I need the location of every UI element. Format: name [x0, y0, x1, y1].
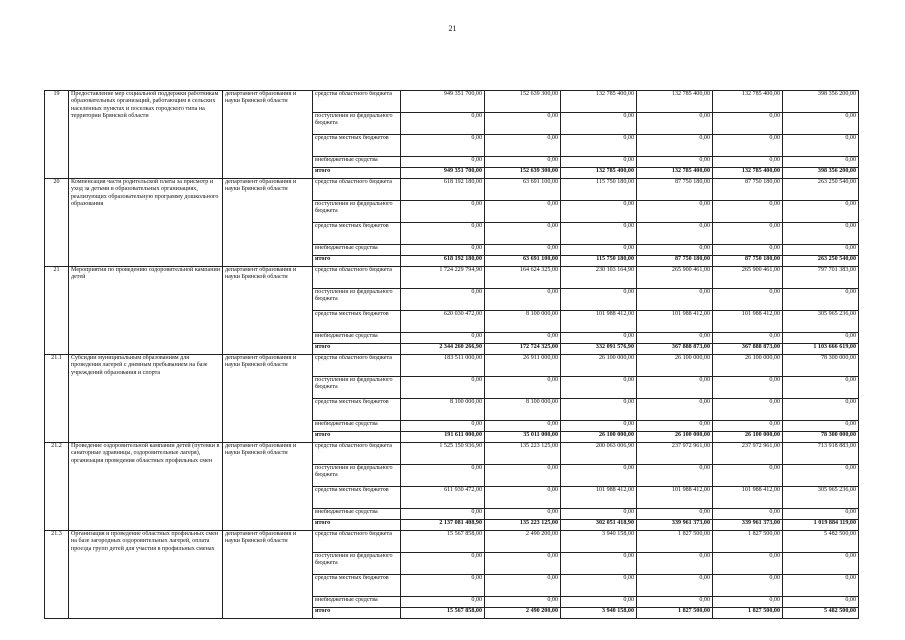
amount-cell: 5 482 500,00 [783, 531, 859, 553]
source-row [45, 355, 859, 377]
amount-cell: 3 940 158,00 [561, 608, 637, 619]
amount-cell: 135 223 125,00 [485, 443, 561, 465]
amount-cell: 0,00 [561, 377, 637, 399]
funding-source: средства областного бюджета [313, 179, 401, 201]
amount-cell: 0,00 [561, 597, 637, 608]
amount-cell: 26 911 000,00 [485, 355, 561, 377]
amount-cell: 0,00 [561, 201, 637, 223]
amount-cell: 63 691 100,00 [485, 256, 561, 267]
amount-cell: 0,00 [713, 421, 783, 432]
amount-cell: 87 750 180,00 [713, 256, 783, 267]
amount-cell: 0,00 [401, 201, 485, 223]
amount-cell: 339 961 373,00 [713, 520, 783, 531]
amount-cell: 26 100 000,00 [637, 432, 713, 443]
funding-source: итого [313, 256, 401, 267]
amount-cell: 8 100 000,00 [485, 311, 561, 333]
amount-cell: 87 750 180,00 [637, 179, 713, 201]
funding-source: средства местных бюджетов [313, 223, 401, 245]
item-name: Мероприятия по проведению оздоровительной кампании детей [69, 267, 223, 355]
responsible-department: департамент образования и науки Брянской области [223, 179, 313, 267]
amount-cell: 0,00 [561, 509, 637, 520]
funding-source: средства местных бюджетов [313, 575, 401, 597]
amount-cell: 0,00 [561, 421, 637, 432]
amount-cell: 15 567 858,00 [401, 608, 485, 619]
amount-cell: 0,00 [783, 157, 859, 168]
item-number: 20 [45, 179, 69, 267]
funding-source: итого [313, 520, 401, 531]
amount-cell: 135 223 125,00 [485, 520, 561, 531]
responsible-department: департамент образования и науки Брянской области [223, 91, 313, 179]
funding-source: итого [313, 608, 401, 619]
funding-source: поступления из федерального бюджета [313, 465, 401, 487]
funding-source: поступления из федерального бюджета [313, 553, 401, 575]
amount-cell: 1 525 150 936,90 [401, 443, 485, 465]
funding-source: средства областного бюджета [313, 91, 401, 113]
amount-cell: 949 351 700,00 [401, 168, 485, 179]
amount-cell: 0,00 [401, 157, 485, 168]
amount-cell: 0,00 [713, 575, 783, 597]
amount-cell: 305 965 236,00 [783, 311, 859, 333]
amount-cell: 26 100 000,00 [561, 355, 637, 377]
amount-cell: 0,00 [485, 553, 561, 575]
amount-cell: 2 490 200,00 [485, 608, 561, 619]
amount-cell: 0,00 [783, 135, 859, 157]
amount-cell: 0,00 [713, 289, 783, 311]
amount-cell: 2 137 081 408,90 [401, 520, 485, 531]
amount-cell: 132 785 400,00 [561, 91, 637, 113]
amount-cell: 0,00 [401, 113, 485, 135]
amount-cell: 0,00 [561, 465, 637, 487]
amount-cell: 0,00 [637, 157, 713, 168]
budget-table [44, 90, 859, 619]
amount-cell: 2 344 260 266,90 [401, 344, 485, 355]
amount-cell: 265 900 461,00 [713, 267, 783, 289]
item-name: Организация и проведение областных профильных смен на базе загородных оздоровительных лагерей, оплата проезда групп детей для участия в профильных сменах [69, 531, 223, 619]
amount-cell: 26 100 000,00 [713, 432, 783, 443]
amount-cell: 15 567 858,00 [401, 531, 485, 553]
amount-cell: 26 100 000,00 [713, 355, 783, 377]
amount-cell: 87 750 180,00 [713, 179, 783, 201]
amount-cell: 0,00 [713, 201, 783, 223]
funding-source: внебюджетные средства [313, 245, 401, 256]
item-number: 21 [45, 267, 69, 355]
amount-cell: 0,00 [485, 487, 561, 509]
amount-cell: 0,00 [401, 333, 485, 344]
funding-source: итого [313, 168, 401, 179]
amount-cell: 8 100 000,00 [485, 399, 561, 421]
amount-cell: 1 827 500,00 [637, 608, 713, 619]
amount-cell: 63 691 100,00 [485, 179, 561, 201]
amount-cell: 0,00 [485, 245, 561, 256]
amount-cell: 0,00 [401, 245, 485, 256]
amount-cell: 132 785 400,00 [637, 168, 713, 179]
amount-cell: 302 051 418,90 [561, 520, 637, 531]
amount-cell: 0,00 [713, 509, 783, 520]
amount-cell: 2 490 200,00 [485, 531, 561, 553]
amount-cell: 237 972 961,00 [713, 443, 783, 465]
amount-cell: 5 482 500,00 [783, 608, 859, 619]
responsible-department: департамент образования и науки Брянской области [223, 267, 313, 355]
amount-cell: 35 011 000,00 [485, 432, 561, 443]
amount-cell: 87 750 180,00 [637, 256, 713, 267]
amount-cell: 0,00 [637, 333, 713, 344]
responsible-department: департамент образования и науки Брянской области [223, 443, 313, 531]
amount-cell: 0,00 [713, 377, 783, 399]
amount-cell: 0,00 [561, 553, 637, 575]
amount-cell: 0,00 [485, 575, 561, 597]
amount-cell: 172 724 325,00 [485, 344, 561, 355]
amount-cell: 0,00 [401, 575, 485, 597]
amount-cell: 132 785 400,00 [713, 91, 783, 113]
amount-cell: 0,00 [561, 157, 637, 168]
amount-cell: 0,00 [637, 575, 713, 597]
item-name: Проведение оздоровительной кампании детей (путевки в санаторные здравницы, оздоровительные лагеря), организация проведения областных профильных смен [69, 443, 223, 531]
amount-cell: 78 300 000,00 [783, 355, 859, 377]
funding-source: итого [313, 344, 401, 355]
amount-cell: 0,00 [783, 399, 859, 421]
amount-cell: 101 988 412,00 [637, 487, 713, 509]
amount-cell: 949 351 700,00 [401, 91, 485, 113]
amount-cell: 183 511 000,00 [401, 355, 485, 377]
amount-cell: 618 192 180,00 [401, 256, 485, 267]
source-row [45, 91, 859, 113]
amount-cell: 0,00 [713, 597, 783, 608]
amount-cell: 0,00 [637, 245, 713, 256]
amount-cell: 0,00 [637, 553, 713, 575]
amount-cell: 0,00 [485, 157, 561, 168]
funding-source: средства областного бюджета [313, 531, 401, 553]
amount-cell: 305 965 236,00 [783, 487, 859, 509]
amount-cell: 8 100 000,00 [401, 399, 485, 421]
amount-cell: 620 030 472,00 [401, 311, 485, 333]
page-number: 21 [448, 24, 457, 33]
amount-cell: 0,00 [783, 201, 859, 223]
amount-cell: 0,00 [783, 553, 859, 575]
amount-cell: 0,00 [401, 289, 485, 311]
amount-cell: 0,00 [401, 377, 485, 399]
amount-cell: 132 785 400,00 [637, 91, 713, 113]
amount-cell: 0,00 [637, 399, 713, 421]
amount-cell: 0,00 [713, 333, 783, 344]
amount-cell: 115 750 180,00 [561, 256, 637, 267]
amount-cell: 0,00 [713, 399, 783, 421]
amount-cell: 0,00 [401, 421, 485, 432]
amount-cell: 0,00 [637, 289, 713, 311]
amount-cell: 191 611 000,00 [401, 432, 485, 443]
budget-table-body [45, 91, 859, 619]
amount-cell: 1 827 500,00 [713, 531, 783, 553]
funding-source: внебюджетные средства [313, 333, 401, 344]
amount-cell: 1 724 229 794,90 [401, 267, 485, 289]
amount-cell: 0,00 [485, 465, 561, 487]
amount-cell: 0,00 [485, 223, 561, 245]
source-row [45, 531, 859, 553]
amount-cell: 0,00 [485, 377, 561, 399]
source-row [45, 443, 859, 465]
amount-cell: 339 961 373,00 [637, 520, 713, 531]
source-row [45, 267, 859, 289]
amount-cell: 132 785 400,00 [561, 168, 637, 179]
amount-cell: 0,00 [783, 113, 859, 135]
amount-cell: 0,00 [401, 509, 485, 520]
amount-cell: 265 900 461,00 [637, 267, 713, 289]
amount-cell: 0,00 [713, 157, 783, 168]
amount-cell: 0,00 [561, 399, 637, 421]
amount-cell: 332 091 576,90 [561, 344, 637, 355]
funding-source: поступления из федерального бюджета [313, 201, 401, 223]
amount-cell: 611 930 472,00 [401, 487, 485, 509]
funding-source: поступления из федерального бюджета [313, 113, 401, 135]
amount-cell: 263 250 540,00 [783, 256, 859, 267]
amount-cell: 101 988 412,00 [637, 311, 713, 333]
amount-cell: 0,00 [713, 223, 783, 245]
source-row [45, 179, 859, 201]
amount-cell: 367 888 873,00 [713, 344, 783, 355]
amount-cell: 0,00 [485, 135, 561, 157]
amount-cell: 0,00 [783, 597, 859, 608]
budget-table-container [44, 90, 859, 619]
amount-cell: 26 100 000,00 [561, 432, 637, 443]
amount-cell: 0,00 [637, 597, 713, 608]
funding-source: внебюджетные средства [313, 509, 401, 520]
amount-cell: 0,00 [561, 575, 637, 597]
amount-cell: 618 192 180,00 [401, 179, 485, 201]
amount-cell: 0,00 [637, 509, 713, 520]
funding-source: средства областного бюджета [313, 443, 401, 465]
amount-cell: 0,00 [713, 135, 783, 157]
funding-source: средства областного бюджета [313, 267, 401, 289]
funding-source: средства местных бюджетов [313, 399, 401, 421]
amount-cell: 0,00 [637, 113, 713, 135]
amount-cell: 0,00 [783, 289, 859, 311]
amount-cell: 78 300 000,00 [783, 432, 859, 443]
amount-cell: 0,00 [637, 201, 713, 223]
amount-cell: 398 356 200,00 [783, 168, 859, 179]
responsible-department: департамент образования и науки Брянской области [223, 355, 313, 443]
amount-cell: 0,00 [485, 421, 561, 432]
amount-cell: 26 100 000,00 [637, 355, 713, 377]
amount-cell: 101 988 412,00 [713, 311, 783, 333]
amount-cell: 0,00 [783, 377, 859, 399]
responsible-department: департамент образования и науки Брянской области [223, 531, 313, 619]
amount-cell: 0,00 [561, 113, 637, 135]
amount-cell: 1 827 500,00 [637, 531, 713, 553]
amount-cell: 230 103 164,90 [561, 267, 637, 289]
amount-cell: 3 940 158,00 [561, 531, 637, 553]
funding-source: внебюджетные средства [313, 157, 401, 168]
amount-cell: 152 639 300,00 [485, 168, 561, 179]
amount-cell: 367 888 873,00 [637, 344, 713, 355]
amount-cell: 0,00 [637, 223, 713, 245]
amount-cell: 0,00 [401, 465, 485, 487]
amount-cell: 0,00 [485, 201, 561, 223]
amount-cell: 0,00 [561, 245, 637, 256]
amount-cell: 101 988 412,00 [561, 487, 637, 509]
amount-cell: 1 019 884 119,00 [783, 520, 859, 531]
amount-cell: 263 250 540,00 [783, 179, 859, 201]
amount-cell: 0,00 [401, 135, 485, 157]
amount-cell: 0,00 [783, 575, 859, 597]
amount-cell: 0,00 [637, 421, 713, 432]
amount-cell: 713 918 883,00 [783, 443, 859, 465]
amount-cell: 0,00 [713, 553, 783, 575]
funding-source: средства местных бюджетов [313, 487, 401, 509]
funding-source: внебюджетные средства [313, 597, 401, 608]
funding-source: поступления из федерального бюджета [313, 377, 401, 399]
amount-cell: 0,00 [561, 333, 637, 344]
funding-source: средства местных бюджетов [313, 135, 401, 157]
amount-cell: 0,00 [561, 289, 637, 311]
amount-cell: 0,00 [783, 333, 859, 344]
funding-source: внебюджетные средства [313, 421, 401, 432]
amount-cell: 0,00 [637, 135, 713, 157]
item-number: 21.1 [45, 355, 69, 443]
amount-cell: 398 356 200,00 [783, 91, 859, 113]
amount-cell: 0,00 [485, 509, 561, 520]
amount-cell: 1 103 666 619,00 [783, 344, 859, 355]
amount-cell: 0,00 [401, 223, 485, 245]
amount-cell: 797 701 383,00 [783, 267, 859, 289]
item-number: 21.3 [45, 531, 69, 619]
amount-cell: 0,00 [713, 245, 783, 256]
amount-cell: 152 639 300,00 [485, 91, 561, 113]
amount-cell: 0,00 [485, 289, 561, 311]
amount-cell: 115 750 180,00 [561, 179, 637, 201]
item-name: Предоставление мер социальной поддержки работникам образовательных организаций, работающим в сельских населенных пунктах и поселках городского типа на территории Брянской области [69, 91, 223, 179]
funding-source: средства областного бюджета [313, 355, 401, 377]
amount-cell: 1 827 500,00 [713, 608, 783, 619]
funding-source: итого [313, 432, 401, 443]
amount-cell: 0,00 [713, 465, 783, 487]
amount-cell: 0,00 [713, 113, 783, 135]
item-number: 21.2 [45, 443, 69, 531]
amount-cell: 0,00 [783, 509, 859, 520]
item-name: Компенсация части родительской платы за присмотр и уход за детьми в образовательных организациях, реализующих образовательную программу дошкольного образования [69, 179, 223, 267]
amount-cell: 164 624 325,00 [485, 267, 561, 289]
amount-cell: 0,00 [485, 113, 561, 135]
amount-cell: 132 785 400,00 [713, 168, 783, 179]
amount-cell: 0,00 [783, 223, 859, 245]
amount-cell: 0,00 [637, 377, 713, 399]
funding-source: средства местных бюджетов [313, 311, 401, 333]
amount-cell: 101 988 412,00 [561, 311, 637, 333]
amount-cell: 0,00 [783, 421, 859, 432]
amount-cell: 101 988 412,00 [713, 487, 783, 509]
amount-cell: 0,00 [783, 465, 859, 487]
amount-cell: 0,00 [401, 597, 485, 608]
amount-cell: 0,00 [561, 223, 637, 245]
amount-cell: 0,00 [485, 333, 561, 344]
amount-cell: 0,00 [485, 597, 561, 608]
amount-cell: 0,00 [783, 245, 859, 256]
item-name: Субсидии муниципальным образованиям для проведения лагерей с дневным пребыванием на базе учреждений образования и спорта [69, 355, 223, 443]
amount-cell: 0,00 [401, 553, 485, 575]
funding-source: поступления из федерального бюджета [313, 289, 401, 311]
item-number: 19 [45, 91, 69, 179]
amount-cell: 200 063 006,90 [561, 443, 637, 465]
amount-cell: 237 972 961,00 [637, 443, 713, 465]
amount-cell: 0,00 [561, 135, 637, 157]
amount-cell: 0,00 [637, 465, 713, 487]
